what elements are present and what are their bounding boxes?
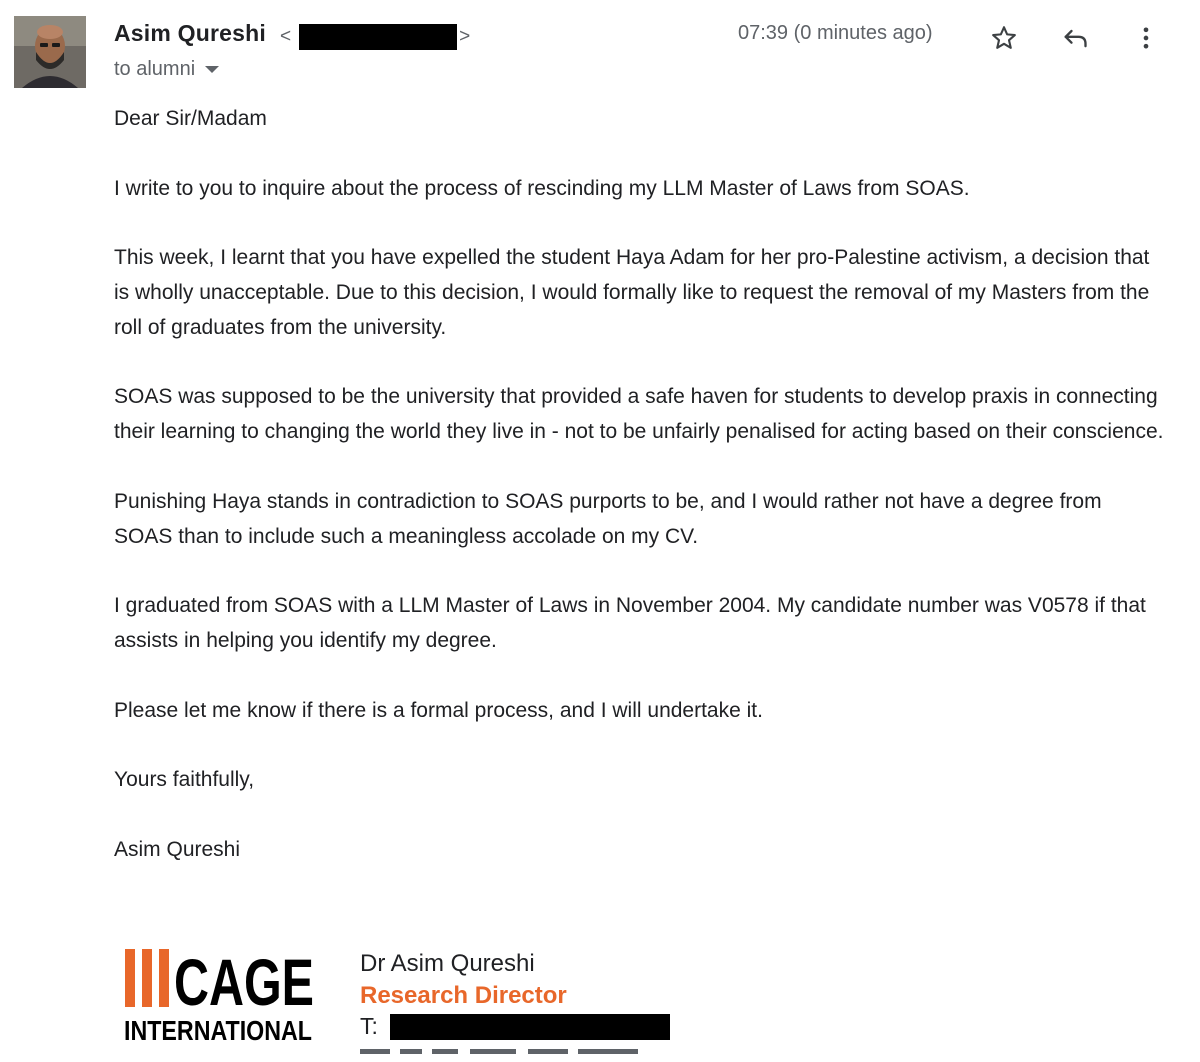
cage-logo-image	[122, 946, 322, 1046]
recipient-details-toggle[interactable]	[114, 58, 219, 81]
body-paragraph: I write to you to inquire about the process of rescinding my LLM Master of Laws from SOAS.	[114, 176, 970, 200]
signature-role: Research Director	[360, 982, 567, 1009]
closing: Yours faithfully,	[114, 768, 255, 792]
email-open-bracket: <	[280, 26, 292, 47]
signature-cut-line	[360, 1044, 650, 1050]
chevron-down-icon	[205, 66, 219, 73]
email-close-bracket: >	[459, 26, 471, 47]
redacted-email	[299, 24, 457, 50]
body-paragraph: Punishing Haya stands in contradiction to SOAS purports to be, and I would rather not have a degree from SOAS than to include such a meaningless accolade on my CV.	[114, 489, 1102, 548]
star-button[interactable]	[986, 20, 1022, 56]
body-paragraph: This week, I learnt that you have expelled the student Haya Adam for her pro-Palestine activism, a decision that is wholly unacceptable. Due to this decision, I would formally like to request the removal of my Masters from the roll of graduates from the university.	[114, 246, 1150, 339]
more-options-button[interactable]	[1128, 20, 1164, 56]
body-paragraph: Please let me know if there is a formal process, and I will undertake it.	[114, 698, 763, 722]
logo-word: CAGE	[174, 945, 314, 1019]
greeting: Dear Sir/Madam	[114, 107, 267, 130]
body-paragraph: I graduated from SOAS with a LLM Master of Laws in November 2004. My candidate number was V0578 if that assists in helping you identify my degree.	[114, 594, 1146, 652]
closing-name: Asim Qureshi	[114, 837, 241, 861]
logo-sub: INTERNATIONAL	[124, 1015, 312, 1046]
sender-name[interactable]: Asim Qureshi	[114, 20, 266, 46]
email-body	[114, 102, 1164, 902]
signature-name: Dr Asim Qureshi	[360, 950, 535, 977]
recipient-label: to alumni	[114, 58, 196, 80]
avatar-photo	[14, 16, 86, 88]
sender-email[interactable]	[280, 24, 470, 50]
signature-phone	[360, 1013, 670, 1040]
cut-text-fragment	[360, 1047, 650, 1057]
timestamp: 07:39 (0 minutes ago)	[738, 22, 933, 44]
star-icon	[990, 24, 1018, 52]
body-paragraph: SOAS was supposed to be the university that provided a safe haven for students to develop praxis in connecting their learning to changing the world they live in - not to be unfairly penalised for acting based on their conscience.	[114, 385, 1164, 444]
cage-logo	[122, 946, 322, 1051]
redacted-phone	[390, 1014, 670, 1040]
avatar[interactable]	[14, 16, 86, 88]
phone-label: T:	[360, 1013, 378, 1039]
reply-icon	[1061, 24, 1089, 52]
reply-button[interactable]	[1057, 20, 1093, 56]
more-vert-icon	[1132, 24, 1160, 52]
